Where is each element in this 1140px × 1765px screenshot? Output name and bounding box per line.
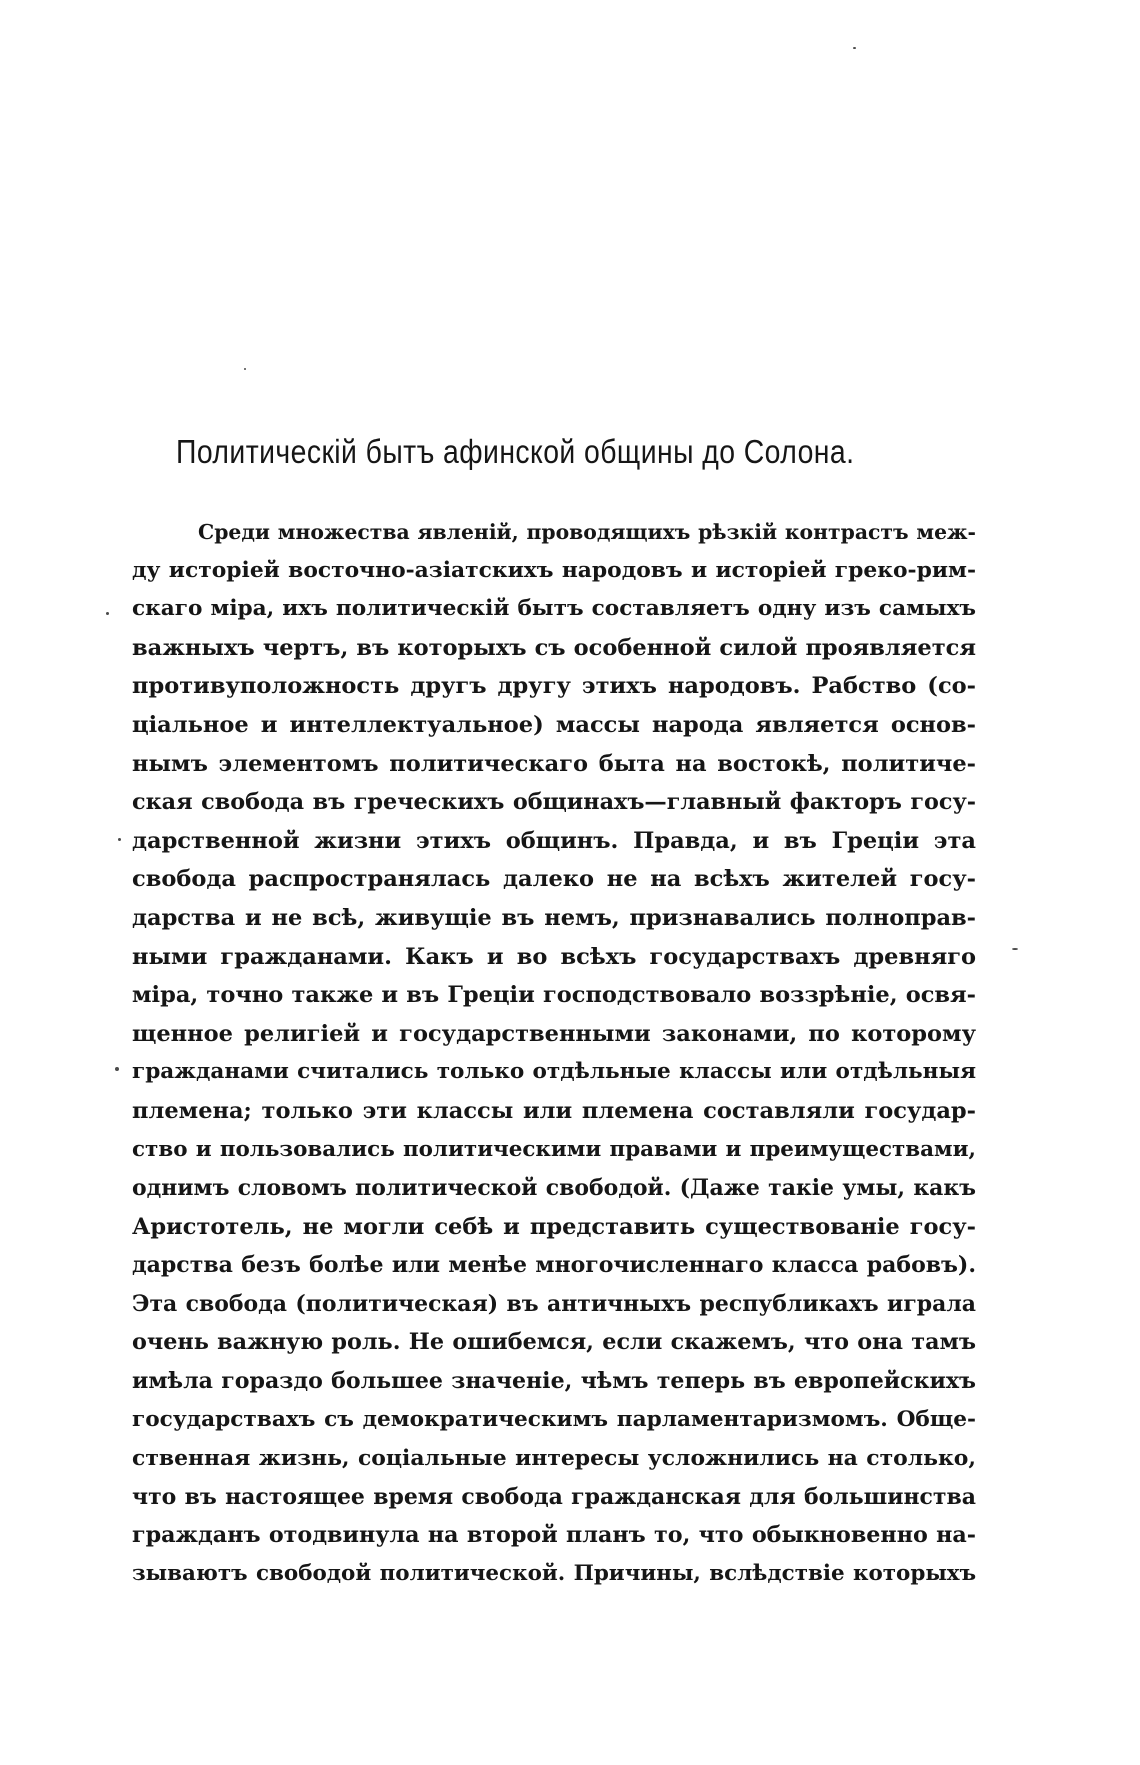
body-text (132, 513, 976, 1594)
text-line: однимъ словомъ политической свободой. (Даже такіе умы, какъ (132, 1175, 976, 1202)
text-line: государствахъ съ демократическимъ парламентаризмомъ. Обще- (132, 1406, 976, 1432)
text-line: очень важную роль. Не ошибемся, если скажемъ, что она тамъ (132, 1329, 976, 1356)
text-line: племена; только эти классы или племена составляли государ- (132, 1097, 976, 1124)
text-line: нымъ элементомъ политическаго быта на востокѣ, политиче- (132, 750, 976, 777)
text-line: свобода распространялась далеко не на всѣхъ жителей госу- (132, 866, 976, 893)
text-line: зываютъ свободой политической. Причины, вслѣдствіе которыхъ (132, 1561, 976, 1587)
text-line: Эта свобода (политическая) въ античныхъ республикахъ играла (132, 1290, 976, 1317)
text-line: что въ настоящее время свобода гражданская для большинства (132, 1483, 976, 1510)
scan-speck (106, 612, 109, 615)
text-line: ская свобода въ греческихъ общинахъ—главный факторъ госу- (132, 789, 976, 816)
text-line: гражданами считались только отдѣльные классы или отдѣльныя (132, 1059, 976, 1085)
text-line: ственная жизнь, соціальные интересы усложнились на столько, (132, 1445, 976, 1472)
scan-speck (118, 838, 121, 841)
text-line: ство и пользовались политическими правами и преимуществами, (132, 1136, 976, 1162)
text-line: міра, точно также и въ Греціи господствовало воззрѣніе, освя- (132, 982, 976, 1009)
text-line: дарства безъ болѣе или менѣе многочисленнаго класса рабовъ). (132, 1252, 976, 1279)
scan-speck (244, 368, 246, 370)
scan-speck (1012, 948, 1018, 950)
text-line: Среди множества явленій, проводящихъ рѣзкій контрастъ меж- (198, 520, 976, 544)
text-line: имѣла гораздо большее значеніе, чѣмъ теперь въ европейскихъ (132, 1368, 976, 1395)
text-line: дарственной жизни этихъ общинъ. Правда, и въ Греціи эта (132, 827, 976, 854)
text-line: гражданъ отодвинула на второй планъ то, что обыкновенно на- (132, 1522, 976, 1549)
text-line: важныхъ чертъ, въ которыхъ съ особенной силой проявляется (132, 634, 976, 661)
scan-speck (115, 1067, 119, 1071)
text-line: щенное религіей и государственными законами, по которому (132, 1020, 976, 1047)
text-line: дарства и не всѣ, живущіе въ немъ, признавались полноправ- (132, 904, 976, 931)
text-line: ціальное и интеллектуальное) массы народа является основ- (132, 711, 976, 738)
page-title: Политическій бытъ афинской общины до Солона. (176, 433, 855, 470)
text-line: Аристотель, не могли себѣ и представить существованіе госу- (132, 1213, 976, 1240)
text-line: скаго міра, ихъ политическій бытъ составляетъ одну изъ самыхъ (132, 596, 976, 622)
text-line: ными гражданами. Какъ и во всѣхъ государствахъ древняго (132, 943, 976, 970)
scan-speck (853, 47, 856, 49)
text-line: противуположность другъ другу этихъ народовъ. Рабство (со- (132, 673, 976, 700)
text-line: ду исторіей восточно-азіатскихъ народовъ и исторіей греко-рим- (132, 557, 976, 583)
